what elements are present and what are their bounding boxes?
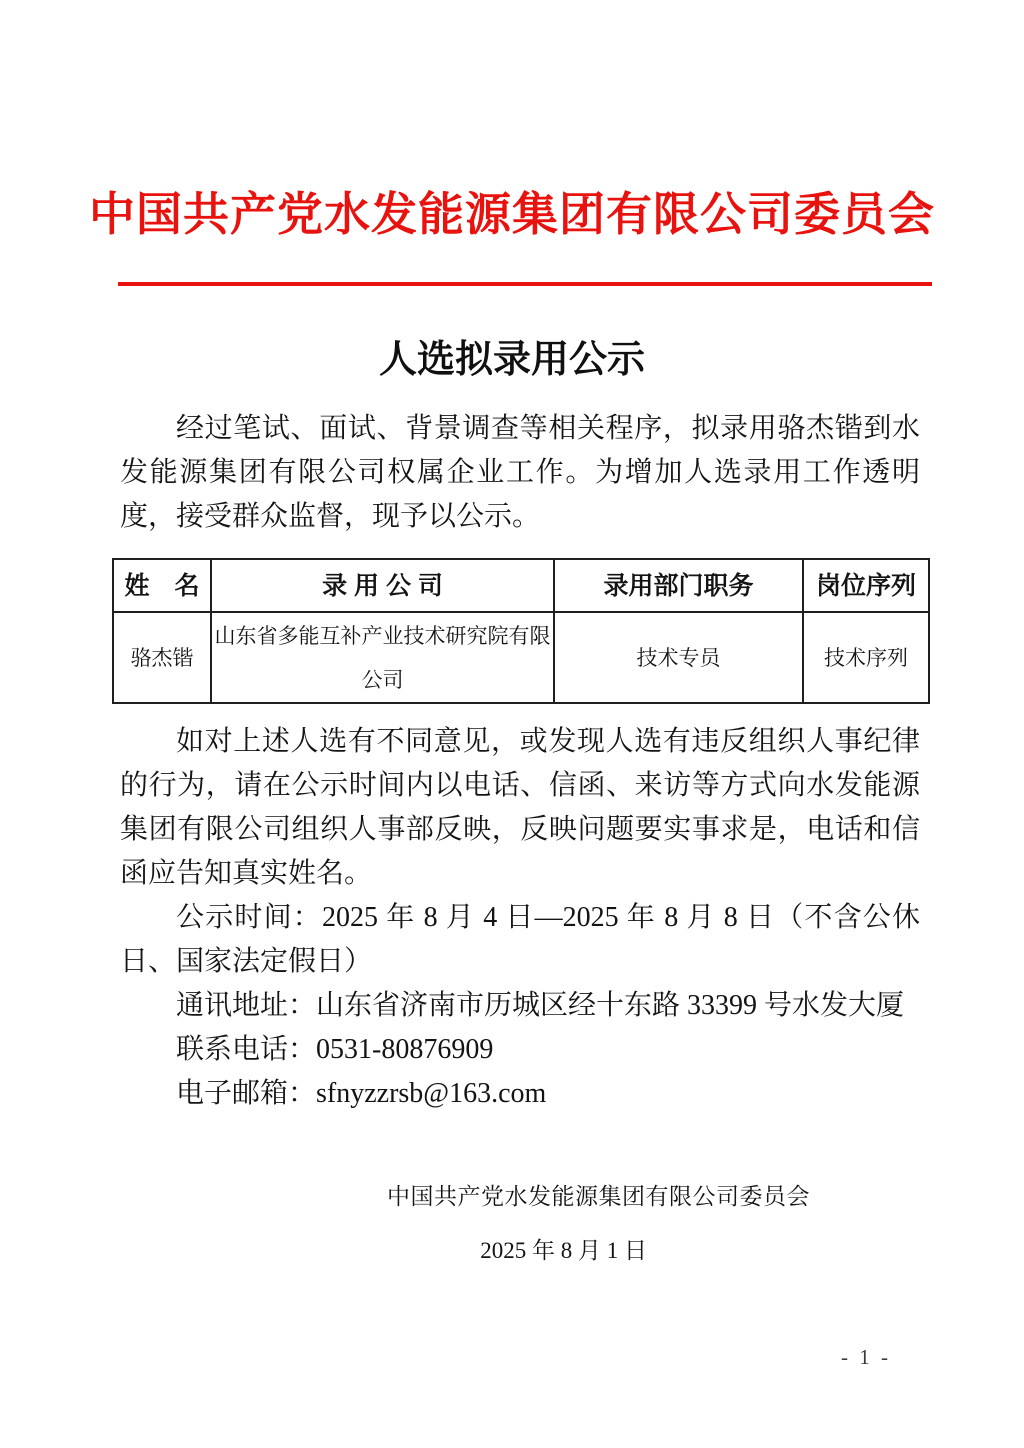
candidate-table (112, 558, 930, 704)
letterhead-title: 中国共产党水发能源集团有限公司委员会 (89, 189, 935, 240)
cell-department-position: 技术专员 (554, 612, 803, 703)
page-number: - 1 - (841, 1345, 891, 1369)
document-title: 人选拟录用公示 (378, 339, 645, 381)
signature-org: 中国共产党水发能源集团有限公司委员会 (387, 1184, 810, 1209)
objection-paragraph: 如对上述人选有不同意见，或发现人选有违反组织人事纪律的行为，请在公示时间内以电话、信函、来访等方式向水发能源集团有限公司组织人事部反映，反映问题要实事求是，电话和信函应告知真实姓名。 (120, 726, 920, 889)
signature-date: 2025 年 8 月 1 日 (480, 1238, 647, 1263)
cell-hiring-company: 山东省多能互补产业技术研究院有限公司 (211, 612, 554, 703)
contact-phone: 联系电话：0531-80876909 (176, 1034, 494, 1065)
signature-block (120, 1175, 920, 1273)
contact-address: 通讯地址：山东省济南市历城区经十东路 33399 号水发大厦 (176, 990, 905, 1021)
column-header-series: 岗位序列 (803, 559, 929, 612)
intro-paragraph: 经过笔试、面试、背景调查等相关程序，拟录用骆杰锴到水发能源集团有限公司权属企业工作。为增加人选录用工作透明度，接受群众监督，现予以公示。 (120, 413, 920, 532)
publicity-period: 公示时间：2025 年 8 月 4 日—2025 年 8 月 8 日（不含公休日、国家法定假日） (120, 902, 920, 977)
contact-email: 电子邮箱：sfnyzzrsb@163.com (176, 1078, 547, 1109)
column-header-department-position: 录用部门职务 (554, 559, 803, 612)
table-row (113, 612, 929, 703)
table-header-row (113, 559, 929, 612)
letterhead-divider (118, 282, 932, 286)
cell-position-series: 技术序列 (803, 612, 929, 703)
document-body (120, 407, 920, 1273)
cell-candidate-name: 骆杰锴 (113, 612, 211, 703)
column-header-name: 姓 名 (113, 559, 211, 612)
column-header-company: 录 用 公 司 (211, 559, 554, 612)
